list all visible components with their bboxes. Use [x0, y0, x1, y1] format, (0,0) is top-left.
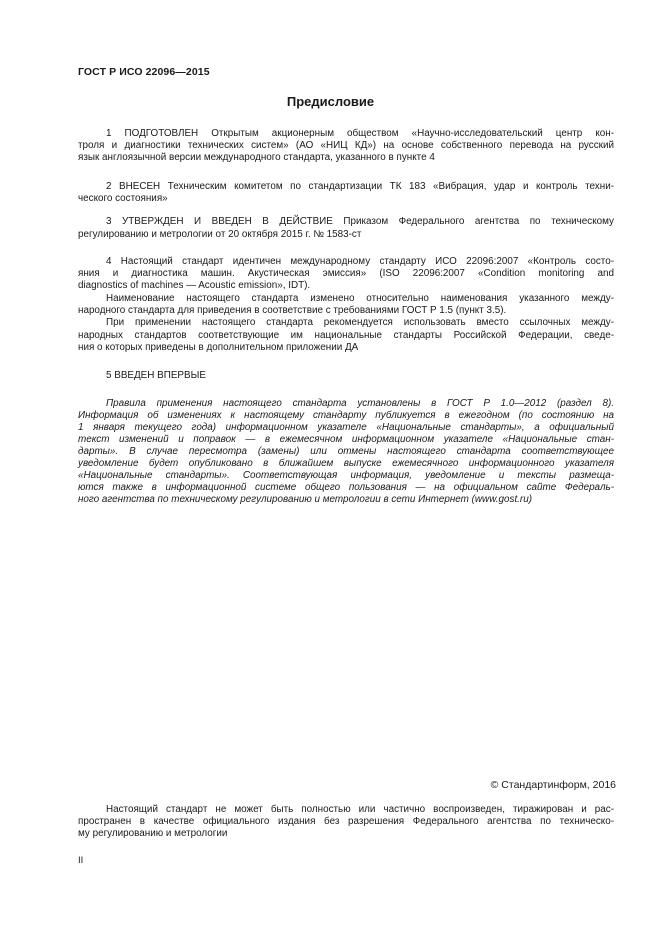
text-line: ния о которых приведены в дополнительном приложении ДА — [78, 342, 359, 353]
copyright-notice: © Стандартинформ, 2016 — [490, 779, 616, 791]
standard-code-header: ГОСТ Р ИСО 22096—2015 — [78, 66, 210, 78]
text-line: текст изменений и поправок — в ежемесячном информационном указателе «Национальные стан- — [78, 434, 614, 445]
text-line: 1 ПОДГОТОВЛЕН Открытым акционерным обществом «Научно-исследовательский центр кон- — [106, 128, 614, 139]
text-line: Информация об изменениях к настоящему стандарту публикуется в ежегодном (по состоянию на — [78, 410, 614, 421]
text-line: дарты». В случае пересмотра (замены) или отмены настоящего стандарта соответствующее — [78, 446, 614, 457]
page-number: II — [78, 855, 84, 866]
text-line: 3 УТВЕРЖДЕН И ВВЕДЕН В ДЕЙСТВИЕ Приказом Федерального агентства по техническому — [106, 216, 614, 227]
text-line: язык англоязычной версии международного стандарта, указанного в пункте 4 — [78, 152, 435, 163]
text-line: Наименование настоящего стандарта изменено относительно наименования указанного между- — [106, 293, 614, 304]
text-line: пространен в качестве официального издания без разрешения Федерального агентства по техническо- — [78, 816, 614, 827]
text-line: 5 ВВЕДЕН ВПЕРВЫЕ — [106, 370, 206, 381]
text-line: Правила применения настоящего стандарта установлены в ГОСТ Р 1.0—2012 (раздел 8). — [106, 398, 614, 409]
text-line: регулированию и метрологии от 20 октября 2015 г. № 1583-ст — [78, 229, 362, 240]
text-line: троля и диагностики технических систем» (АО «НИЦ КД») на основе собственного перевода на русский — [78, 140, 614, 151]
text-line: При применении настоящего стандарта рекомендуется использовать вместо ссылочных между- — [106, 317, 614, 328]
text-line: 2 ВНЕСЕН Техническим комитетом по стандартизации ТК 183 «Вибрация, удар и контроль техни- — [106, 181, 614, 192]
text-line: diagnostics of machines — Acoustic emission», IDT). — [78, 280, 311, 291]
text-line: ного агентства по техническому регулированию и метрологии в сети Интернет (www.gost.ru) — [78, 494, 532, 505]
text-line: ческого состояния» — [78, 193, 168, 204]
text-line: уведомление будет опубликовано в ближайшем выпуске ежемесячного информационного указателя — [78, 458, 614, 469]
text-line: народного стандарта для приведения в соответствие с требованиями ГОСТ Р 1.5 (пункт 3.5). — [78, 305, 507, 316]
text-line: 4 Настоящий стандарт идентичен международному стандарту ИСО 22096:2007 «Контроль состо- — [106, 256, 614, 267]
text-line: му регулированию и метрологии — [78, 828, 228, 839]
text-line: 1 января текущего года) информационном указателе «Национальные стандарты», а официальный — [78, 422, 614, 433]
text-line: ются также в информационной системе общего пользования — на официальном сайте Федераль- — [78, 482, 614, 493]
text-line: народных стандартов соответствующие им национальные стандарты Российской Федерации, сведе- — [78, 330, 614, 341]
text-line: яния и диагностика машин. Акустическая эмиссия» (ISO 22096:2007 «Condition monitoring and — [78, 268, 614, 279]
text-line: «Национальные стандарты». Соответствующая информация, уведомление и тексты размеща- — [78, 470, 614, 481]
text-line: Настоящий стандарт не может быть полностью или частично воспроизведен, тиражирован и рас- — [106, 804, 614, 815]
page-title: Предисловие — [286, 94, 375, 109]
